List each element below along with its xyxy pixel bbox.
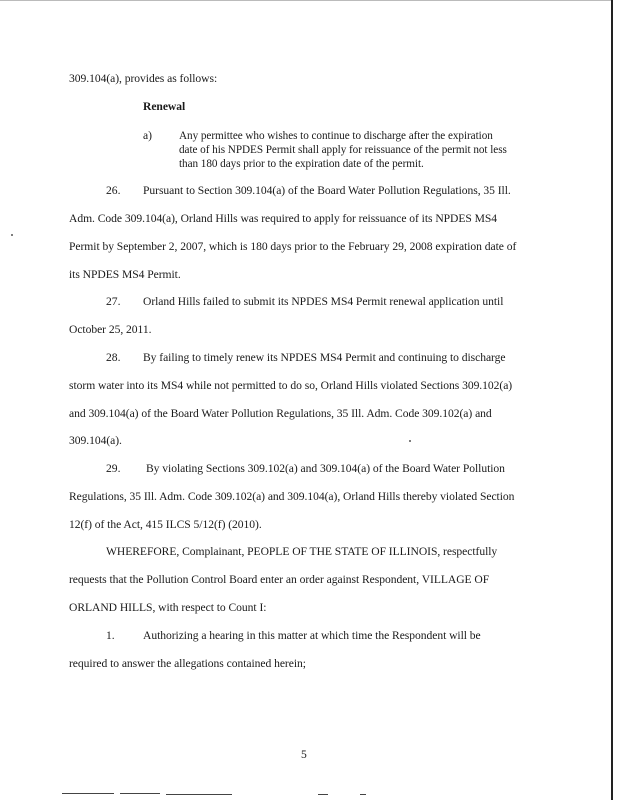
text-line: storm water into its MS4 while not permitted to do so, Orland Hills violated Sections 309.102(a) [69, 379, 513, 392]
scan-artifact [318, 794, 328, 795]
text-line: and 309.104(a) of the Board Water Pollution Regulations, 35 Ill. Adm. Code 309.102(a) and [69, 407, 492, 420]
page-right-edge [611, 0, 613, 800]
page-top-edge [0, 0, 612, 1]
paragraph-number: 29. [106, 462, 121, 475]
paragraph-number: 27. [106, 295, 121, 308]
paragraph-number: 28. [106, 351, 121, 364]
text-line: ORLAND HILLS, with respect to Count I: [69, 601, 267, 614]
text-line: WHEREFORE, Complainant, PEOPLE OF THE STATE OF ILLINOIS, respectfully [106, 545, 498, 558]
text-line: 309.104(a). [69, 434, 122, 447]
text-line: Pursuant to Section 309.104(a) of the Board Water Pollution Regulations, 35 Ill. [143, 184, 511, 197]
text-line: its NPDES MS4 Permit. [69, 268, 181, 281]
scan-speck [11, 234, 13, 236]
list-item-number: 1. [106, 629, 115, 642]
quoted-text-line: Any permittee who wishes to continue to discharge after the expiration [179, 130, 493, 142]
text-line: Permit by September 2, 2007, which is 180 days prior to the February 29, 2008 expiration date of [69, 240, 517, 253]
text-line: Adm. Code 309.104(a), Orland Hills was required to apply for reissuance of its NPDES MS4 [69, 212, 498, 225]
text-line: Authorizing a hearing in this matter at which time the Respondent will be [143, 629, 481, 642]
text-line: 12(f) of the Act, 415 ILCS 5/12(f) (2010). [69, 518, 262, 531]
text-line: required to answer the allegations contained herein; [69, 657, 306, 670]
text-line: Orland Hills failed to submit its NPDES MS4 Permit renewal application until [143, 295, 504, 308]
page-number: 5 [301, 748, 307, 761]
quoted-text-line: date of his NPDES Permit shall apply for reissuance of the permit not less [179, 144, 507, 156]
quoted-text-line: than 180 days prior to the expiration date of the permit. [179, 158, 424, 170]
scan-speck [409, 440, 411, 442]
text-line: By violating Sections 309.102(a) and 309.104(a) of the Board Water Pollution [146, 462, 505, 475]
scan-artifact [62, 793, 114, 794]
text-line: October 25, 2011. [69, 323, 152, 336]
scan-artifact [166, 794, 232, 795]
text-line: 309.104(a), provides as follows: [69, 72, 218, 85]
text-line: requests that the Pollution Control Board enter an order against Respondent, VILLAGE OF [69, 573, 490, 586]
subsection-label: a) [143, 129, 152, 142]
text-line: Regulations, 35 Ill. Adm. Code 309.102(a) and 309.104(a), Orland Hills thereby violated Section [69, 490, 515, 503]
section-heading: Renewal [143, 100, 186, 113]
text-line: By failing to timely renew its NPDES MS4 Permit and continuing to discharge [143, 351, 506, 364]
scan-artifact [360, 794, 366, 795]
scan-artifact [120, 793, 160, 794]
paragraph-number: 26. [106, 184, 121, 197]
